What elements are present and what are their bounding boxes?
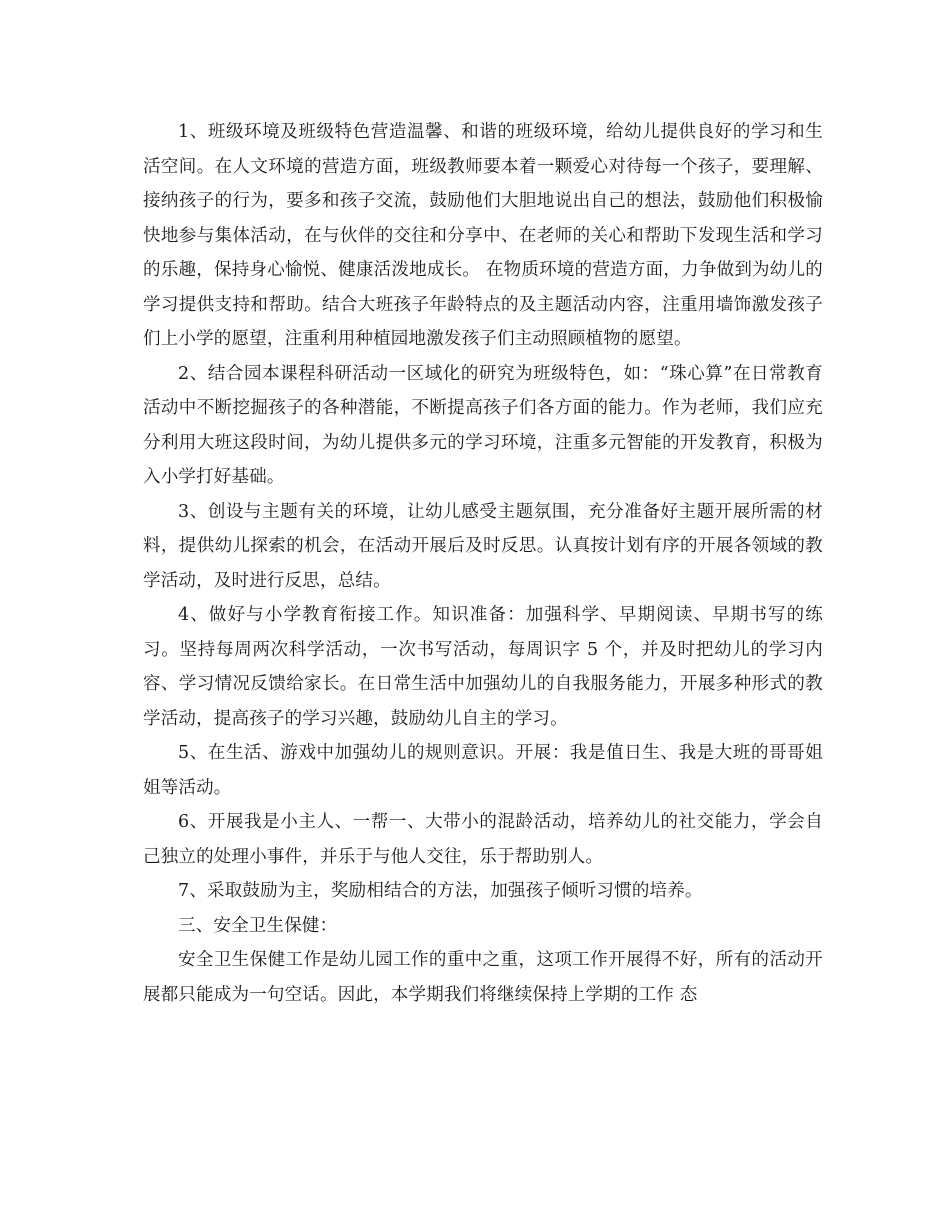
paragraph-curriculum-feature: 2、结合园本课程科研活动一区域化的研究为班级特色，如：“珠心算”在日常教育活动中不断挖掘孩子的各种潜能，不断提高孩子们各方面的能力。作为老师，我们应充分利用大班这段时间，为幼儿提供多元的学习环境，注重多元智能的开发教育，积极为入小学打好基础。 [143,363,823,487]
section-heading-safety-health: 三、安全卫生保健： [178,915,338,936]
paragraph-class-environment: 1、班级环境及班级特色营造温馨、和谐的班级环境，给幼儿提供良好的学习和生活空间。在人文环境的营造方面，班级教师要本着一颗爱心对待每一个孩子，要理解、接纳孩子的行为，要多和孩子交流，鼓励他们大胆地说出自己的想法，鼓励他们积极愉快地参与集体活动，在与伙伴的交往和分享中、在老师的关心和帮助下发现生活和学习的乐趣，保持身心愉悦、健康活泼地成长。 在物质环境的营造方面，力争做到为幼儿的学习提供支持和帮助。结合大班孩子年龄特点的及主题活动内容，注重用墙饰激发孩子们上小学的愿望，注重利用种植园地激发孩子们主动照顾植物的愿望。 [143,122,823,349]
paragraph-theme-environment: 3、创设与主题有关的环境，让幼儿感受主题氛围，充分准备好主题开展所需的材料，提供幼儿探索的机会，在活动开展后及时反思。认真按计划有序的开展各领域的教学活动，及时进行反思，总结。 [143,501,823,591]
paragraph-safety-health: 安全卫生保健工作是幼儿园工作的重中之重，这项工作开展得不好，所有的活动开展都只能成为一句空话。因此，本学期我们将继续保持上学期的工作 态 [143,950,823,1005]
paragraph-rule-awareness: 5、在生活、游戏中加强幼儿的规则意识。开展：我是值日生、我是大班的哥哥姐姐等活动。 [143,743,823,798]
document-body [143,115,823,1012]
paragraph-listening-habits: 7、采取鼓励为主，奖励相结合的方法，加强孩子倾听习惯的培养。 [178,881,703,901]
paragraph-primary-school-transition: 4、做好与小学教育衔接工作。知识准备：加强科学、早期阅读、早期书写的练习。坚持每周两次科学活动，一次书写活动，每周识字 5 个，并及时把幼儿的学习内容、学习情况反馈给家长。在日常生活中加强幼儿的自我服务能力，开展多种形式的教学活动，提高孩子的学习兴趣，鼓励幼儿自主的学习。 [143,605,823,729]
paragraph-mixed-age-activities: 6、开展我是小主人、一帮一、大带小的混龄活动，培养幼儿的社交能力，学会自己独立的处理小事件，并乐于与他人交往，乐于帮助别人。 [143,812,823,867]
